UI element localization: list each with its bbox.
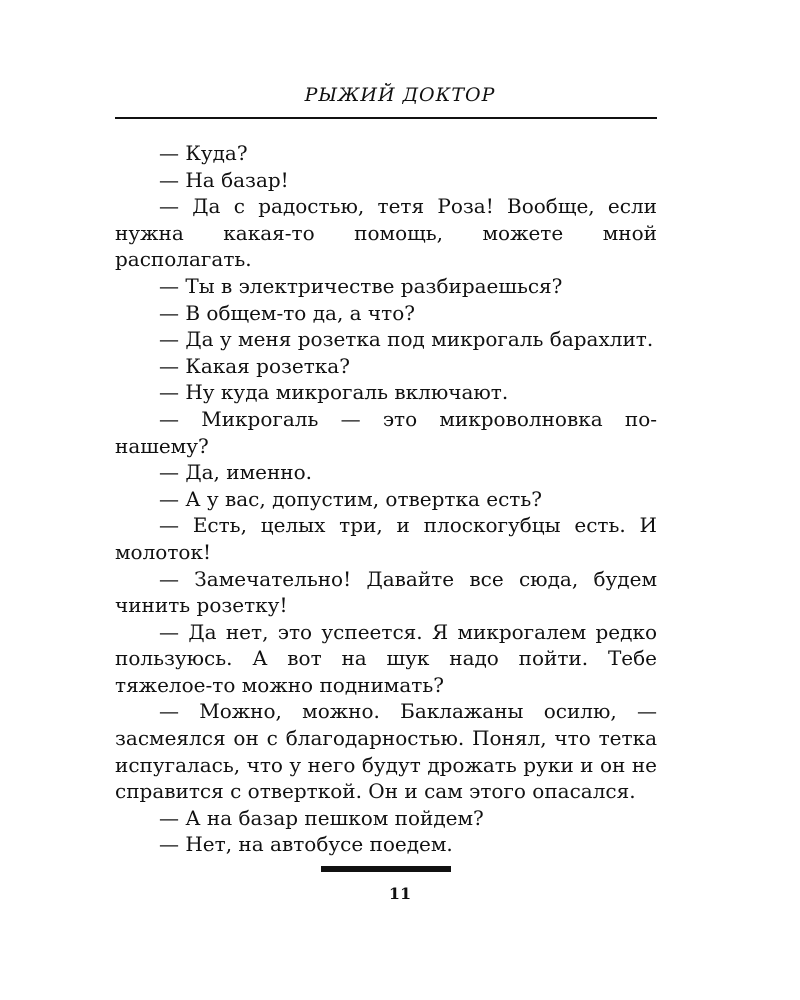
paragraph: — На базар!	[159, 167, 289, 192]
paragraph: — А у вас, допустим, отвертка есть?	[159, 486, 542, 511]
paragraph: — Да с радостью, тетя Роза! Вообще, если нужна какая-то помощь, можете мной располагать.	[115, 194, 657, 272]
paragraph: — Да, именно.	[159, 460, 313, 485]
paragraph: — Можно, можно. Баклажаны осилю, — засмеялся он с благодарностью. Понял, что тетка испугалась, что у него будут дрожать руки и он не справится с отверткой. Он и сам этого опасался.	[115, 699, 657, 804]
running-head-title: РЫЖИЙ ДОКТОР	[304, 84, 496, 106]
body-text	[115, 140, 657, 858]
paragraph: — Ты в электричестве разбираешься?	[159, 273, 563, 298]
paragraph: — А на базар пешком пойдем?	[159, 805, 484, 830]
footer-rule	[321, 866, 451, 872]
paragraph: — Какая розетка?	[159, 353, 350, 378]
paragraph: — Куда?	[159, 141, 248, 165]
paragraph: — Да нет, это успеется. Я микрогалем редко пользуюсь. А вот на шук надо пойти. Тебе тяжелое-то можно поднимать?	[115, 619, 657, 697]
paragraph: — Замечательно! Давайте все сюда, будем чинить розетку!	[115, 566, 657, 618]
page-number: 11	[388, 884, 412, 903]
paragraph: — Да у меня розетка под микрогаль барахлит.	[159, 327, 654, 352]
paragraph: — Нет, на автобусе поедем.	[159, 832, 453, 857]
paragraph: — Микрогаль — это микроволновка по-нашему?	[115, 406, 657, 458]
header-rule	[115, 117, 657, 119]
paragraph: — Есть, целых три, и плоскогубцы есть. И молоток!	[115, 513, 657, 564]
paragraph: — Ну куда микрогаль включают.	[159, 380, 509, 405]
paragraph: — В общем-то да, а что?	[159, 300, 415, 325]
